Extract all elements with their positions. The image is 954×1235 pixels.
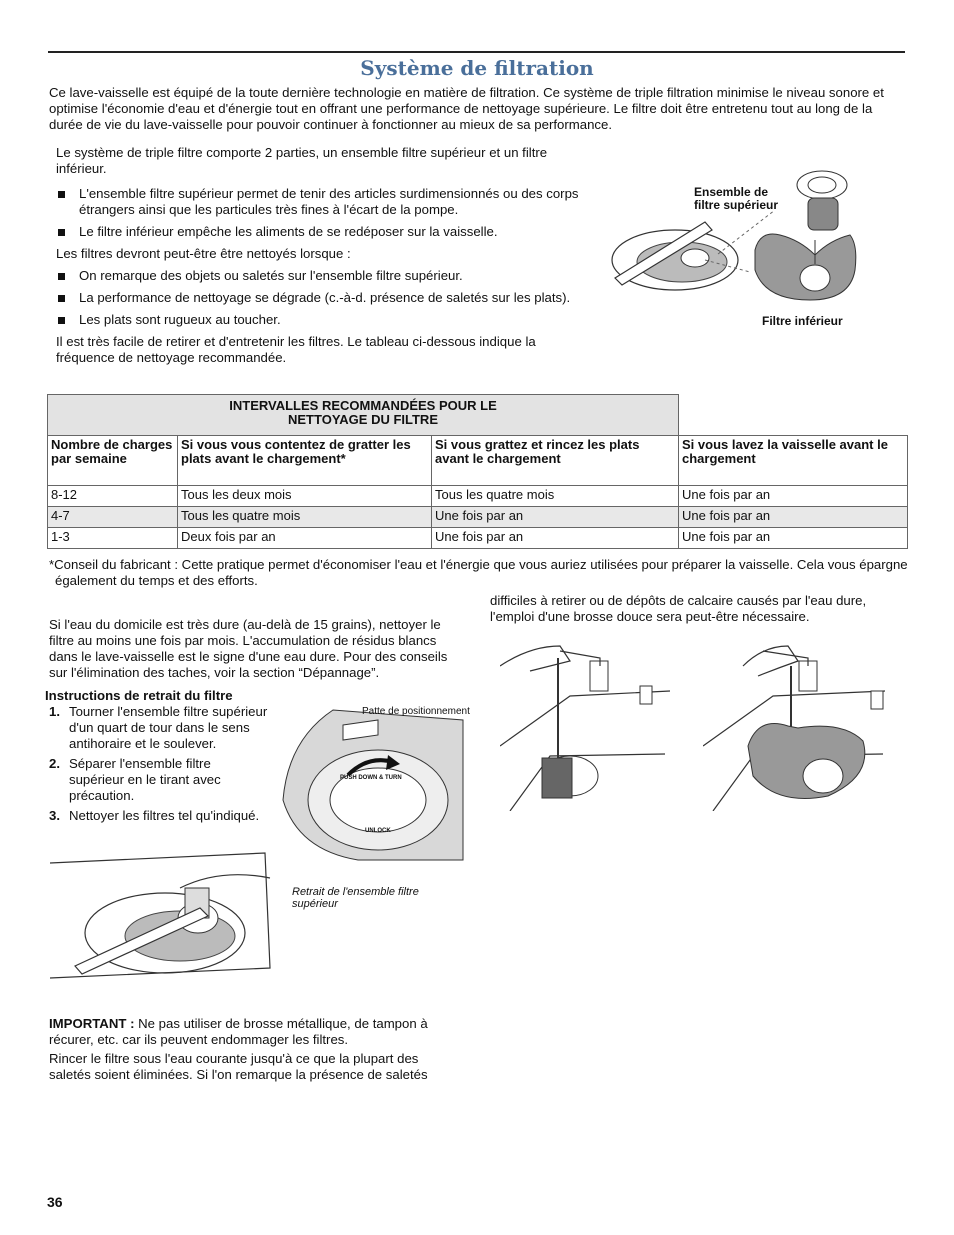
bullet-item: On remarque des objets ou saletés sur l'ensemble filtre supérieur. <box>56 268 586 284</box>
step-text: Tourner l'ensemble filtre supérieur d'un quart de tour dans le sens antihoraire et le soulever. <box>69 704 268 751</box>
page-number: 36 <box>47 1194 63 1210</box>
table-spacer <box>679 395 908 436</box>
important-text: Ne pas utiliser de brosse métallique, de tampon à récurer, etc. car ils peuvent endommager les filtres. <box>49 1016 428 1047</box>
table-header-cell: Si vous vous contentez de gratter les plats avant le chargement* <box>178 436 432 486</box>
table-cell: 4-7 <box>48 507 178 528</box>
bullet-item: Le filtre inférieur empêche les aliments de se redéposer sur la vaisselle. <box>56 224 586 240</box>
hard-water-paragraph: Si l'eau du domicile est très dure (au-delà de 15 grains), nettoyer le filtre au moins une fois par mois. L'accumulation de résidus blancs dans le lave-vaisselle est le signe d'une eau dure. Pour des conseils sur l'élimination des taches, voir la section “Dépannage”. <box>49 617 448 680</box>
rinse-lower-filter-illustration <box>703 636 885 811</box>
table-header-cell: Nombre de charges par semaine <box>48 436 178 486</box>
step-number: 3. <box>49 808 60 823</box>
bullet-item: Les plats sont rugueux au toucher. <box>56 312 586 328</box>
upper-filter-label: Ensemble de filtre supérieur <box>694 185 779 212</box>
table-cell: Une fois par an <box>432 528 679 549</box>
table-cell: Tous les deux mois <box>178 486 432 507</box>
step-text: Séparer l'ensemble filtre supérieur en le tirant avec précaution. <box>69 756 221 803</box>
table-title-line: NETTOYAGE DU FILTRE <box>288 412 438 427</box>
filter-removal-illustration <box>278 700 468 870</box>
step-number: 2. <box>49 756 60 771</box>
page-title: Système de filtration <box>360 56 594 80</box>
bullet-item: La performance de nettoyage se dégrade (c.-à-d. présence de saletés sur les plats). <box>56 290 586 306</box>
table-cell: Une fois par an <box>679 486 908 507</box>
ring-text-top: PUSH DOWN & TURN <box>340 775 402 781</box>
table-title-line: INTERVALLES RECOMMANDÉES POUR LE <box>229 398 497 413</box>
filter-system-description <box>56 145 586 366</box>
removal-step <box>49 756 269 804</box>
filter-cleaning-table <box>47 394 908 549</box>
system-lead: Le système de triple filtre comporte 2 parties, un ensemble filtre supérieur et un filtre inférieur. <box>56 145 548 176</box>
bullet-item: L'ensemble filtre supérieur permet de tenir des articles surdimensionnés ou des corps étrangers ainsi que les particules très fines à l'écart de la pompe. <box>56 186 586 218</box>
lower-filter-label: Filtre inférieur <box>762 314 843 328</box>
table-cell: 8-12 <box>48 486 178 507</box>
right-column-paragraph: difficiles à retirer ou de dépôts de calcaire causés par l'eau dure, l'emploi d'une brosse douce sera peut-être nécessaire. <box>490 593 867 624</box>
table-header-cell: Si vous grattez et rincez les plats avant le chargement <box>432 436 679 486</box>
dishwasher-tub-illustration <box>50 848 272 990</box>
important-note <box>49 1016 461 1048</box>
important-label: IMPORTANT : <box>49 1016 135 1031</box>
removal-caption: Retrait de l'ensemble filtre supérieur <box>292 886 419 910</box>
table-cell: 1-3 <box>48 528 178 549</box>
step-text: Nettoyer les filtres tel qu'indiqué. <box>69 808 260 823</box>
ring-text-bottom: UNLOCK <box>365 828 391 834</box>
rinse-paragraph: Rincer le filtre sous l'eau courante jusqu'à ce que la plupart des saletés soient éliminées. Si l'on remarque la présence de saletés <box>49 1051 428 1082</box>
removal-step <box>49 704 269 752</box>
table-title <box>48 395 679 436</box>
intro-paragraph: Ce lave-vaisselle est équipé de la toute dernière technologie en matière de filtration. Ce système de triple filtration minimise le niveau sonore et optimise l'économie d'eau et d'énergie tout en offrant une performance de nettoyage supérieure. Le filtre doit être entretenu tout au long de la durée de vie du lave-vaisselle pour pouvoir continuer à fonctionner au mieux de sa performance. <box>49 85 884 132</box>
removal-step <box>49 808 269 824</box>
table-cell: Tous les quatre mois <box>432 486 679 507</box>
table-cell: Une fois par an <box>679 507 908 528</box>
table-header-cell: Si vous lavez la vaisselle avant le chargement <box>679 436 908 486</box>
table-cell: Une fois par an <box>432 507 679 528</box>
top-rule <box>48 51 905 53</box>
table-cell: Deux fois par an <box>178 528 432 549</box>
positioning-tab-label: Patte de positionnement <box>362 706 470 717</box>
system-closing: Il est très facile de retirer et d'entretenir les filtres. Le tableau ci-dessous indique la fréquence de nettoyage recommandée. <box>56 334 536 365</box>
step-number: 1. <box>49 704 60 719</box>
removal-heading: Instructions de retrait du filtre <box>45 688 233 703</box>
rinse-upper-filter-illustration <box>500 636 670 811</box>
table-cell: Tous les quatre mois <box>178 507 432 528</box>
footnote: *Conseil du fabricant : Cette pratique permet d'économiser l'eau et l'énergie que vous auriez utilisées pour préparer la vaisselle. Cela vous épargne également du temps et des efforts. <box>49 557 908 588</box>
when-lead: Les filtres devront peut-être être nettoyés lorsque : <box>56 246 351 261</box>
table-cell: Une fois par an <box>679 528 908 549</box>
